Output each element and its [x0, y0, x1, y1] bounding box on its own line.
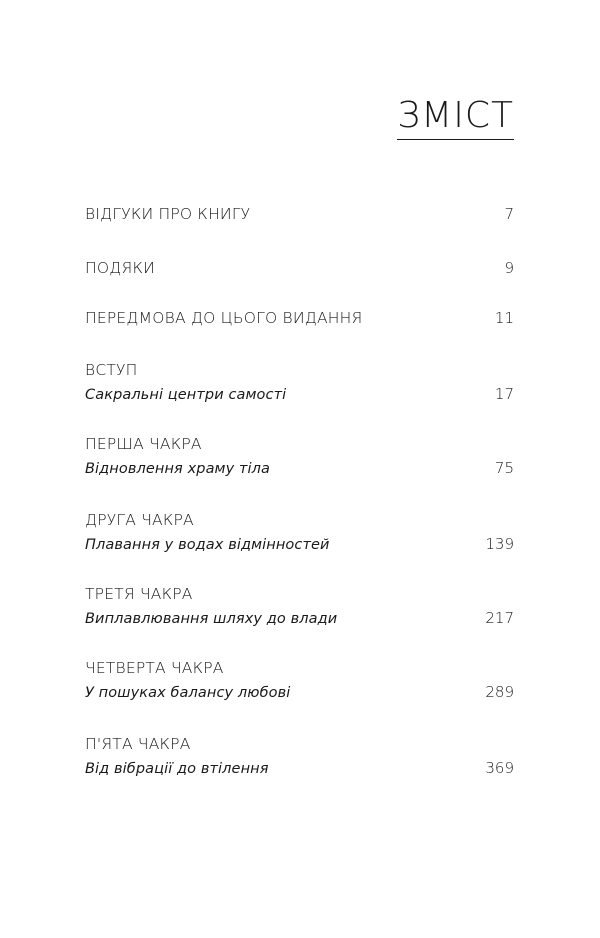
toc-heading: ПЕРША ЧАКРА — [85, 435, 202, 453]
toc-heading: ЧЕТВЕРТА ЧАКРА — [85, 659, 224, 677]
toc-entry-reviews[interactable] — [85, 205, 514, 223]
toc-entry-third-chakra[interactable] — [85, 585, 514, 627]
toc-heading: ПЕРЕДМОВА ДО ЦЬОГО ВИДАННЯ — [85, 309, 363, 327]
toc-subtitle: Виплавлювання шляху до влади — [85, 611, 338, 627]
toc-page-number: 217 — [485, 609, 514, 627]
toc-heading: ДРУГА ЧАКРА — [85, 511, 194, 529]
title-underline — [397, 139, 514, 141]
toc-page-number: 75 — [494, 459, 514, 477]
toc-heading: П'ЯТА ЧАКРА — [85, 735, 191, 753]
toc-entry-fifth-chakra[interactable] — [85, 735, 514, 777]
toc-subtitle: Плавання у водах відмінностей — [85, 537, 330, 553]
toc-heading: ПОДЯКИ — [85, 259, 156, 277]
toc-heading: ВІДГУКИ ПРО КНИГУ — [85, 205, 251, 223]
toc-subtitle: Відновлення храму тіла — [85, 461, 271, 477]
toc-entry-first-chakra[interactable] — [85, 435, 514, 477]
toc-entry-introduction[interactable] — [85, 361, 514, 403]
toc-page-number: 11 — [494, 309, 514, 327]
toc-subtitle: Сакральні центри самості — [85, 387, 287, 403]
toc-subtitle: Від вібрації до втілення — [85, 761, 269, 777]
toc-entry-preface[interactable] — [85, 309, 514, 327]
toc-page-number: 17 — [494, 385, 514, 403]
toc-entry-second-chakra[interactable] — [85, 511, 514, 553]
toc-page-number: 139 — [485, 535, 514, 553]
toc-entry-fourth-chakra[interactable] — [85, 659, 514, 701]
toc-heading: ВСТУП — [85, 361, 138, 379]
page-title-block — [397, 95, 514, 140]
toc-page-number: 369 — [485, 759, 514, 777]
toc-page-number: 289 — [485, 683, 514, 701]
toc-page-number: 9 — [504, 259, 514, 277]
toc-heading: ТРЕТЯ ЧАКРА — [85, 585, 193, 603]
toc-entry-acknowledgements[interactable] — [85, 259, 514, 277]
page-title: ЗМІСТ — [397, 95, 514, 136]
toc-subtitle: У пошуках балансу любові — [85, 685, 291, 701]
toc-page-number: 7 — [504, 205, 514, 223]
